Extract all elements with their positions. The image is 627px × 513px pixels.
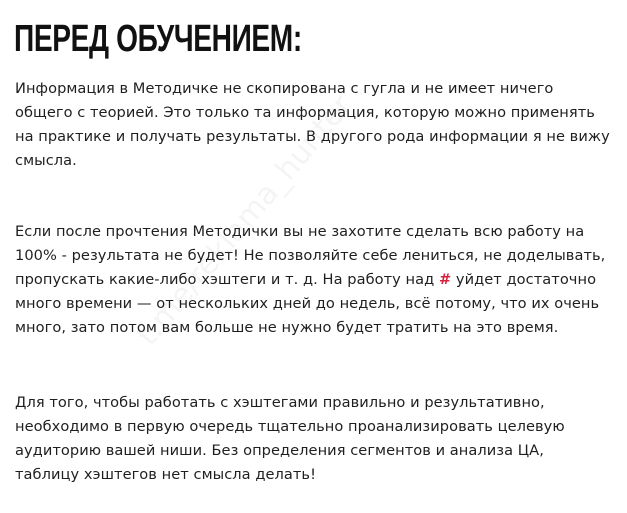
paragraph-line: на практике и получать результаты. В другого рода информации я не вижу <box>15 128 610 145</box>
paragraph-audience <box>15 391 620 487</box>
page-title: ПЕРЕД ОБУЧЕНИЕМ: <box>14 18 302 60</box>
line-text: уйдет достаточно <box>451 271 597 288</box>
paragraph-line: таблицу хэштегов нет смысла делать! <box>15 466 316 483</box>
hashtag-icon: # <box>438 271 452 288</box>
paragraph-line <box>15 268 620 292</box>
paragraph-line: общего с теорией. Это только та информация, которую можно применять <box>15 104 595 121</box>
paragraph-line: 100% - результата не будет! Не позволяйте себе лениться, не доделывать, <box>15 247 606 264</box>
paragraph-line: необходимо в первую очередь тщательно проанализировать целевую <box>15 418 565 435</box>
paragraph-effort <box>15 220 620 340</box>
paragraph-line: Информация в Методичке не скопирована с гугла и не имеет ничего <box>15 80 554 97</box>
paragraph-line: Для того, чтобы работать с хэштегами правильно и результативно, <box>15 394 545 411</box>
paragraph-intro <box>15 77 620 173</box>
paragraph-line: аудиторию вашей ниши. Без определения сегментов и анализа ЦА, <box>15 442 544 459</box>
paragraph-line: много, зато потом вам больше не нужно будет тратить на это время. <box>15 319 559 336</box>
line-text: пропускать какие-либо хэштеги и т. д. На работу над <box>15 271 439 288</box>
paragraph-line: смысла. <box>15 152 77 169</box>
paragraph-line: много времени — от нескольких дней до недель, всё потому, что их очень <box>15 295 600 312</box>
paragraph-line: Если после прочтения Методички вы не захотите сделать всю работу на <box>15 223 585 240</box>
